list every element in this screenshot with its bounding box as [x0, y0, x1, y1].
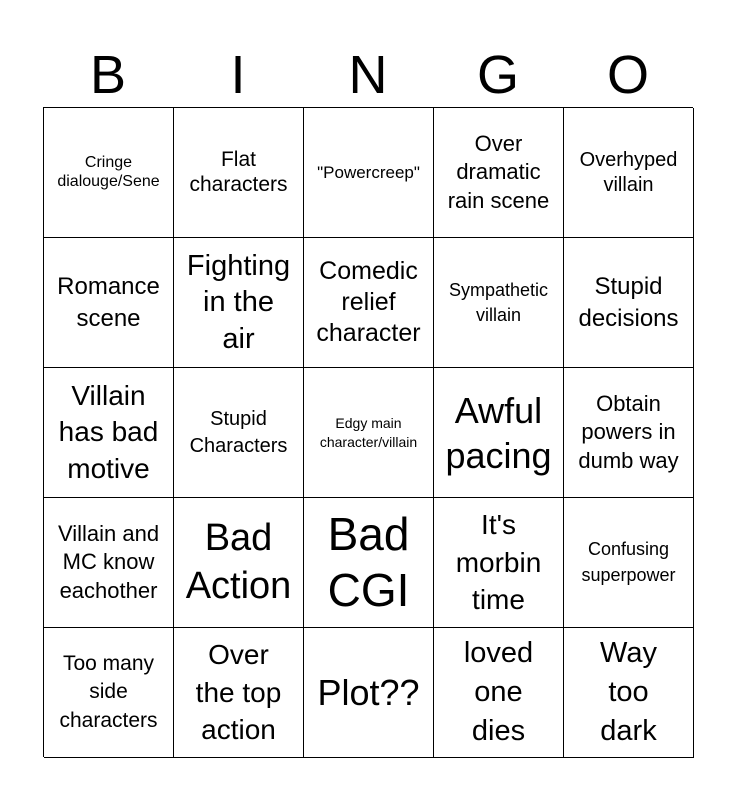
bingo-grid: [43, 107, 693, 757]
cell-text: Romance scene: [57, 273, 160, 332]
bingo-cell[interactable]: [434, 368, 564, 498]
bingo-cell[interactable]: [304, 628, 434, 758]
cell-text: "Powercreep": [317, 162, 420, 182]
header-letter-b: B: [89, 45, 127, 105]
cell-text: Bad Action: [185, 517, 292, 607]
cell-text: Cringe dialouge/Sene: [57, 154, 160, 190]
bingo-cell[interactable]: [44, 368, 174, 498]
bingo-cell[interactable]: [564, 238, 694, 368]
bingo-cell[interactable]: [174, 368, 304, 498]
bingo-cell[interactable]: [434, 628, 564, 758]
bingo-cell[interactable]: [44, 628, 174, 758]
cell-text: Stupid Characters: [189, 407, 288, 457]
bingo-cell[interactable]: [564, 368, 694, 498]
cell-text: Confusing superpower: [581, 539, 676, 585]
bingo-cell[interactable]: [44, 498, 174, 628]
bingo-cell[interactable]: [174, 238, 304, 368]
bingo-cell[interactable]: [174, 628, 304, 758]
cell-text: Villain and MC know eachother: [57, 520, 160, 603]
bingo-cell[interactable]: [304, 498, 434, 628]
cell-text: It's morbin time: [455, 508, 542, 616]
bingo-cell[interactable]: [44, 108, 174, 238]
cell-text: loved one dies: [463, 636, 534, 748]
cell-text: Obtain powers in dumb way: [578, 390, 679, 473]
header-letter-g: G: [476, 45, 519, 105]
bingo-header: [43, 44, 693, 106]
bingo-cell[interactable]: [44, 238, 174, 368]
bingo-cell[interactable]: [174, 108, 304, 238]
cell-text: Plot??: [317, 671, 420, 713]
bingo-cell[interactable]: [564, 628, 694, 758]
bingo-cell[interactable]: [174, 498, 304, 628]
cell-text: Bad CGI: [327, 508, 410, 616]
bingo-cell[interactable]: [564, 108, 694, 238]
cell-text: Comedic relief character: [316, 256, 421, 348]
bingo-cell[interactable]: [434, 238, 564, 368]
cell-text: Edgy main character/villain: [319, 414, 418, 450]
cell-text: Over the top action: [195, 638, 282, 746]
cell-text: Awful pacing: [445, 389, 552, 476]
cell-text: Way too dark: [600, 636, 657, 748]
cell-text: Fighting in the air: [186, 250, 291, 355]
cell-text: Over dramatic rain scene: [447, 130, 550, 213]
bingo-cell[interactable]: [304, 108, 434, 238]
cell-text: Too many side characters: [59, 651, 158, 732]
bingo-cell[interactable]: [434, 108, 564, 238]
header-letter-n: N: [348, 45, 388, 105]
cell-text: Sympathetic villain: [448, 280, 549, 325]
cell-text: Stupid decisions: [578, 273, 679, 332]
cell-text: Overhyped villain: [579, 148, 678, 196]
bingo-cell[interactable]: [304, 238, 434, 368]
bingo-cell[interactable]: [304, 368, 434, 498]
header-letter-o: O: [606, 45, 649, 105]
cell-text: Villain has bad motive: [58, 379, 159, 484]
cell-text: Flat characters: [189, 148, 288, 196]
bingo-cell[interactable]: [564, 498, 694, 628]
bingo-cell[interactable]: [434, 498, 564, 628]
header-letter-i: I: [230, 45, 246, 105]
